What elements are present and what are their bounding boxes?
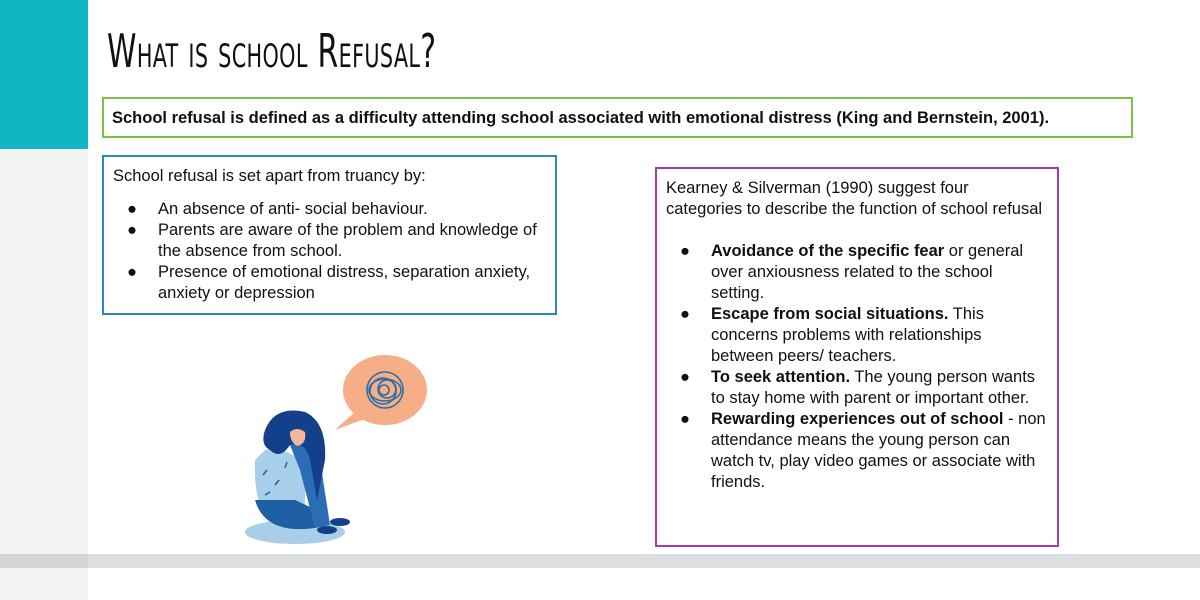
list-item: ● Avoidance of the specific fear or general over anxiousness related to the school setting. bbox=[680, 242, 1024, 302]
kearney-intro: Kearney & Silverman (1990) suggest four categories to describe the function of school refusal bbox=[666, 179, 1043, 218]
bullet-icon: ● bbox=[680, 410, 690, 428]
bullet-icon: ● bbox=[127, 263, 137, 281]
list-item: ● Rewarding experiences out of school - non attendance means the young person can watch tv, play video games or associate with friends. bbox=[680, 410, 1046, 491]
bullet-icon: ● bbox=[127, 200, 137, 218]
accent-block bbox=[0, 0, 88, 149]
bullet-icon: ● bbox=[680, 368, 690, 386]
definition-box bbox=[102, 97, 1133, 138]
truancy-intro: School refusal is set apart from truancy by: bbox=[113, 167, 426, 185]
kearney-box bbox=[655, 167, 1059, 547]
list-item: ● To seek attention. The young person wants to stay home with parent or important other. bbox=[680, 368, 1036, 407]
list-item: ● Presence of emotional distress, separation anxiety, anxiety or depression bbox=[127, 263, 531, 302]
sad-girl-icon bbox=[235, 350, 435, 550]
list-item: ● An absence of anti- social behaviour. bbox=[127, 200, 428, 218]
bullet-icon: ● bbox=[680, 242, 690, 260]
bullet-icon: ● bbox=[127, 221, 137, 239]
truancy-box bbox=[102, 155, 557, 315]
kearney-list bbox=[666, 241, 1048, 493]
definition-text: School refusal is defined as a difficulty attending school associated with emotional distress (King and Bernstein, 2001). bbox=[112, 109, 1050, 127]
bottom-bar bbox=[0, 554, 1200, 568]
slide-title: What is school Refusal? bbox=[107, 24, 437, 78]
truancy-list bbox=[113, 199, 546, 304]
list-item: ● Escape from social situations. This concerns problems with relationships between peers/ teachers. bbox=[680, 305, 984, 365]
bullet-icon: ● bbox=[680, 305, 690, 323]
sad-girl-illustration bbox=[235, 350, 435, 550]
list-item: ● Parents are aware of the problem and knowledge of the absence from school. bbox=[127, 221, 537, 260]
